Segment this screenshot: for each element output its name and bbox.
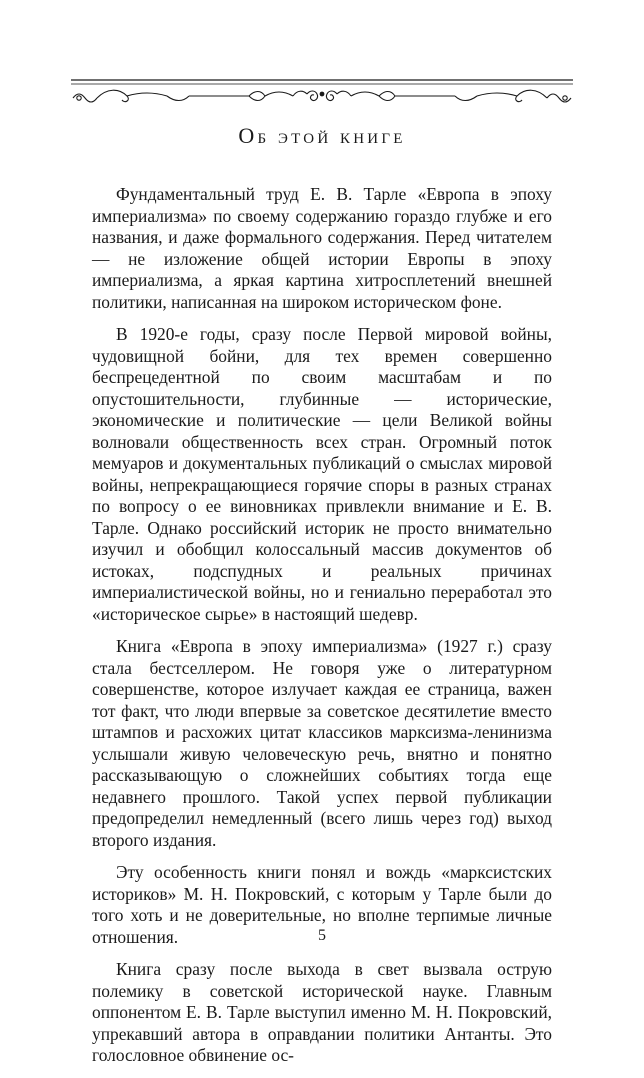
paragraph: Эту особенность книги понял и вождь «марксистских историков» М. Н. Покровский, с которым у Тарле были до того хоть и не доверительные, но вполне терпимые личные отношения. — [92, 862, 552, 947]
paragraph: Фундаментальный труд Е. В. Тарле «Европа в эпоху империализма» по своему содержанию гораздо глубже и его названия, и даже формального содержания. Перед читателем — не изложение общей истории Европы в эпоху империализма, а яркая картина хитросплетений внешней политики, написанная на широком историческом фоне. — [92, 184, 552, 312]
paragraph: Книга сразу после выхода в свет вызвала острую полемику в советской исторической науке. Главным оппонентом Е. В. Тарле выступил именно М. Н. Покровский, упрекавший автора в оправдании политики Антанты. Это голословное обвинение ос- — [92, 959, 552, 1065]
decorative-border-icon — [71, 76, 573, 108]
page-title: Об этой книге — [238, 123, 406, 148]
paragraph: Книга «Европа в эпоху империализма» (1927 г.) сразу стала бестселлером. Не говоря уже о литературном совершенстве, которое излучает каждая ее страница, важен тот факт, что люди впервые за советское десятилетие вместо штампов и расхожих цитат классиков марксизма-ленинизма услышали живую человеческую речь, внятно и понятно рассказывающую о сложнейших событиях тогда еще недавнего прошлого. Такой успех первой публикации предопределил немедленный (всего лишь через год) выход второго издания. — [92, 636, 552, 850]
header-ornament — [71, 76, 573, 108]
paragraph: В 1920-е годы, сразу после Первой мировой войны, чудовищной бойни, для тех времен совершенно беспрецедентной по своим масштабам и по опустошительности, глубинные — исторические, экономические и политические — цели Великой войны волновали общественность всех стран. Огромный поток мемуаров и документальных публикаций о смыслах мировой войны, непрекращающиеся горячие споры в разных странах по вопросу о ее виновниках привлекли внимание и Е. В. Тарле. Однако российский историк не просто внимательно изучил и обобщил колоссальный массив документов об истоках, подспудных и реальных причинах империалистической войны, но и гениально переработал это «историческое сырье» в настоящий шедевр. — [92, 324, 552, 624]
page-number: 5 — [318, 927, 326, 944]
